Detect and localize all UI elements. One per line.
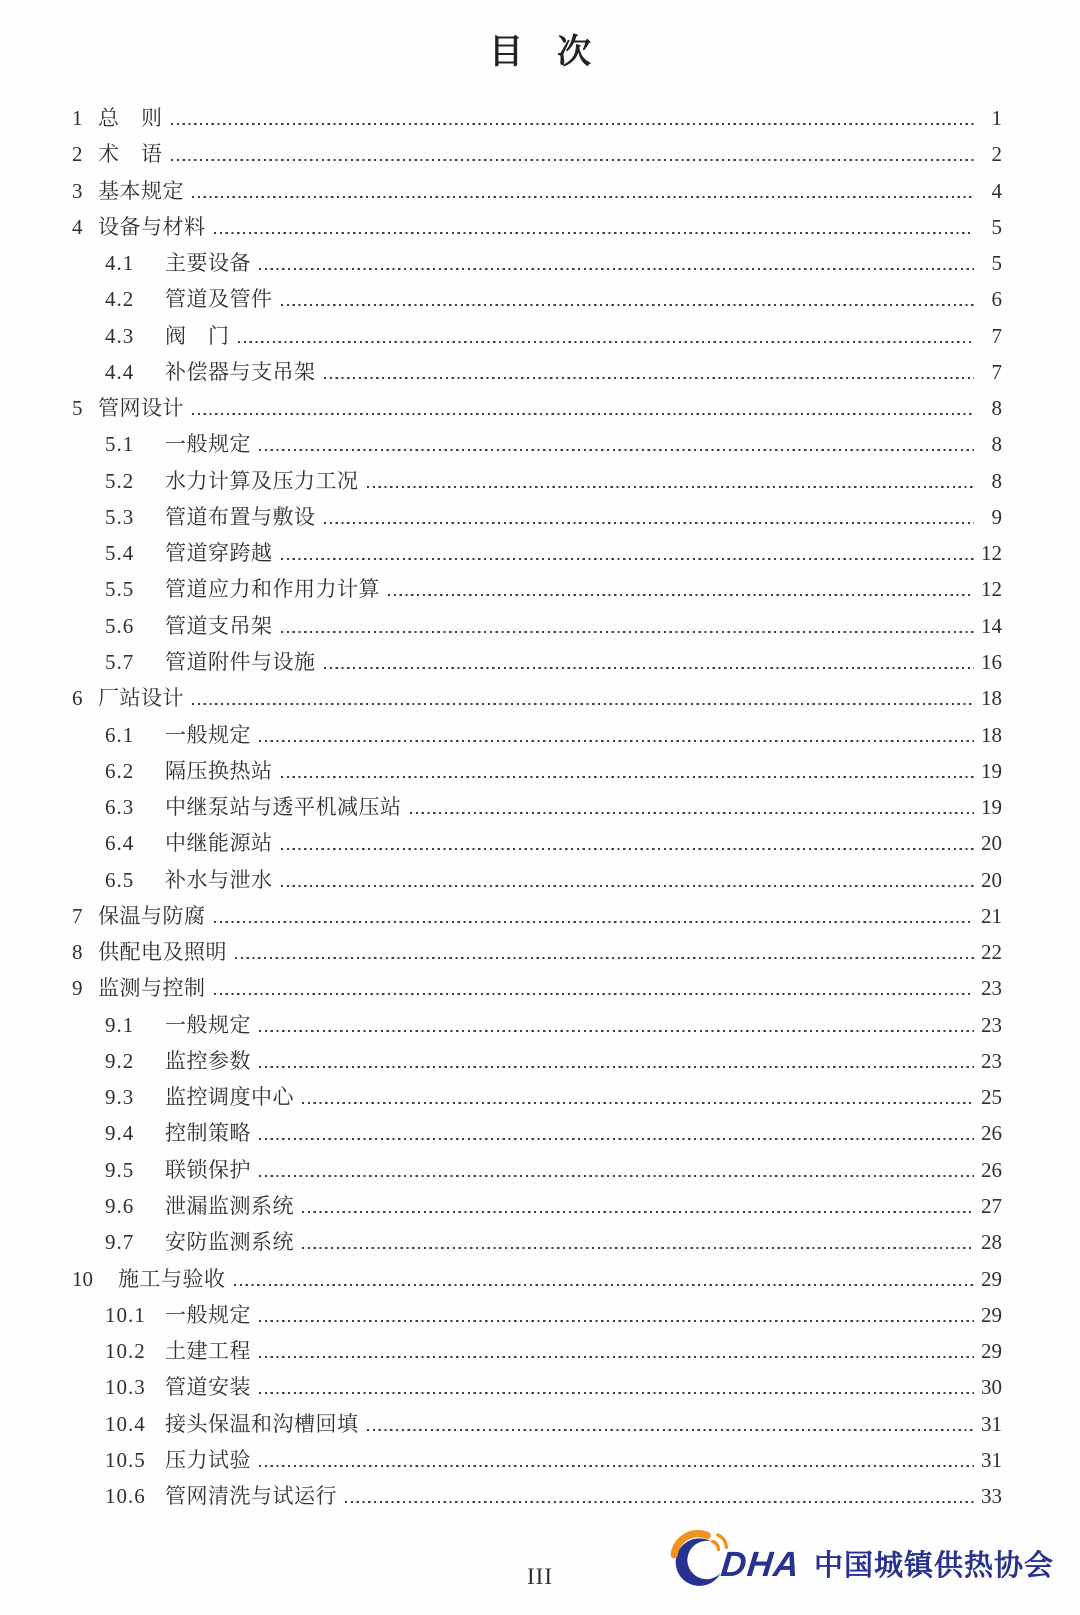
toc-entry-number: 8 xyxy=(72,940,83,965)
toc-entry-label: 管道附件与设施 xyxy=(165,649,316,674)
leader-dots-line xyxy=(259,449,974,451)
leader-dots-line xyxy=(259,740,974,742)
page-title: 目 次 xyxy=(489,34,591,71)
toc-entry-label: 主要设备 xyxy=(165,251,251,276)
toc-entry-page-number: 2 xyxy=(991,142,1002,167)
toc-entry[interactable] xyxy=(72,100,1002,136)
toc-entry-number: 5.7 xyxy=(105,649,135,674)
leader-dots-line xyxy=(214,232,975,234)
toc-entry-number: 10.3 xyxy=(105,1375,146,1400)
toc-entry-page-number: 8 xyxy=(991,468,1002,493)
toc-entry-label: 水力计算及压力工况 xyxy=(165,468,359,493)
toc-entry-number: 4.3 xyxy=(105,323,135,348)
toc-entry[interactable] xyxy=(72,571,1002,607)
toc-entry-number: 9.2 xyxy=(105,1048,135,1073)
toc-entry-page-number: 29 xyxy=(981,1339,1002,1364)
toc-entry[interactable] xyxy=(72,354,1002,390)
toc-entry[interactable] xyxy=(72,535,1002,571)
leader-dots-line xyxy=(281,558,975,560)
toc-entry-page-number: 25 xyxy=(981,1085,1002,1110)
toc-entry[interactable] xyxy=(72,1224,1002,1260)
toc-entry[interactable] xyxy=(72,1333,1002,1369)
toc-entry-label: 基本规定 xyxy=(98,178,184,203)
logo-acronym: DHA xyxy=(719,1545,803,1584)
toc-entry-page-number: 22 xyxy=(981,940,1002,965)
toc-entry-number: 6 xyxy=(72,686,83,711)
leader-dots-line xyxy=(238,341,975,343)
toc-entry-number: 6.3 xyxy=(105,795,135,820)
toc-entry-page-number: 18 xyxy=(981,722,1002,747)
toc-entry-label: 联锁保护 xyxy=(165,1157,251,1182)
toc-entry-page-number: 7 xyxy=(991,323,1002,348)
toc-entry[interactable] xyxy=(72,1007,1002,1043)
toc-entry-page-number: 9 xyxy=(991,504,1002,529)
toc-entry-number: 5.1 xyxy=(105,432,135,457)
leader-dots-line xyxy=(259,1066,974,1068)
toc-entry-label: 一般规定 xyxy=(165,432,251,457)
toc-entry-page-number: 8 xyxy=(991,396,1002,421)
toc-entry-label: 监测与控制 xyxy=(98,976,206,1001)
toc-entry[interactable] xyxy=(72,390,1002,426)
toc-entry-page-number: 6 xyxy=(991,287,1002,312)
toc-entry[interactable] xyxy=(72,644,1002,680)
leader-dots-line xyxy=(259,268,974,270)
toc-entry-label: 安防监测系统 xyxy=(165,1230,294,1255)
toc-entry-label: 一般规定 xyxy=(165,1302,251,1327)
toc-entry-number: 10.5 xyxy=(105,1447,146,1472)
toc-entry-number: 9.1 xyxy=(105,1012,135,1037)
toc-entry[interactable] xyxy=(72,426,1002,462)
toc-entry-number: 5.3 xyxy=(105,504,135,529)
toc-entry-label: 中继能源站 xyxy=(165,831,273,856)
toc-entry-page-number: 19 xyxy=(981,795,1002,820)
toc-entry-label: 供配电及照明 xyxy=(98,940,227,965)
toc-entry-page-number: 19 xyxy=(981,758,1002,783)
toc-entry[interactable] xyxy=(72,1152,1002,1188)
leader-dots-line xyxy=(324,667,975,669)
toc-entry-number: 4.1 xyxy=(105,251,135,276)
leader-dots-line xyxy=(192,196,974,198)
toc-entry[interactable] xyxy=(72,1369,1002,1405)
toc-entry[interactable] xyxy=(72,1478,1002,1514)
toc-entry[interactable] xyxy=(72,1043,1002,1079)
toc-entry[interactable] xyxy=(72,970,1002,1006)
association-logo xyxy=(665,1524,1054,1596)
leader-dots-line xyxy=(192,703,974,705)
toc-entry[interactable] xyxy=(72,173,1002,209)
toc-entry[interactable] xyxy=(72,1261,1002,1297)
toc-entry[interactable] xyxy=(72,608,1002,644)
leader-dots-line xyxy=(281,631,975,633)
toc-entry[interactable] xyxy=(72,753,1002,789)
toc-entry-number: 3 xyxy=(72,178,83,203)
toc-entry-page-number: 12 xyxy=(981,541,1002,566)
toc-entry-label: 总 则 xyxy=(98,106,163,130)
toc-entry-page-number: 20 xyxy=(981,831,1002,856)
toc-entry[interactable] xyxy=(72,1188,1002,1224)
toc-entry-page-number: 16 xyxy=(981,649,1002,674)
toc-entry-label: 一般规定 xyxy=(165,722,251,747)
leader-dots-line xyxy=(367,486,975,488)
toc-entry[interactable] xyxy=(72,862,1002,898)
toc-entry-label: 隔压换热站 xyxy=(165,758,273,783)
toc-entry-number: 5.5 xyxy=(105,577,135,602)
toc-entry-label: 接头保温和沟槽回填 xyxy=(165,1411,359,1436)
leader-dots-line xyxy=(214,993,975,995)
toc-entry-number: 10.2 xyxy=(105,1339,146,1364)
toc-entry-label: 管道布置与敷设 xyxy=(165,504,316,529)
toc-entry[interactable] xyxy=(72,934,1002,970)
toc-entry[interactable] xyxy=(72,1115,1002,1151)
footer-page-number: III xyxy=(527,1564,553,1589)
toc-entry-page-number: 26 xyxy=(981,1121,1002,1146)
toc-entry-page-number: 4 xyxy=(991,178,1002,203)
toc-entry-label: 阀 门 xyxy=(165,323,230,348)
leader-dots-line xyxy=(345,1501,974,1503)
toc-entry-label: 补水与泄水 xyxy=(165,867,273,892)
toc-entry-label: 厂站设计 xyxy=(98,686,184,711)
toc-entry[interactable] xyxy=(72,209,1002,245)
leader-dots-line xyxy=(281,776,975,778)
toc-entry-number: 10.4 xyxy=(105,1411,146,1436)
leader-dots-line xyxy=(259,1030,974,1032)
toc-entry-label: 泄漏监测系统 xyxy=(165,1193,294,1218)
toc-entry-number: 9.7 xyxy=(105,1230,135,1255)
leader-dots-line xyxy=(410,812,975,814)
toc-entry-page-number: 5 xyxy=(991,251,1002,276)
toc-entry-page-number: 31 xyxy=(981,1411,1002,1436)
leader-dots-line xyxy=(259,1138,974,1140)
toc-entry-page-number: 26 xyxy=(981,1157,1002,1182)
toc-entry-number: 2 xyxy=(72,142,83,167)
toc-entry[interactable] xyxy=(72,1442,1002,1478)
toc-entry-page-number: 18 xyxy=(981,686,1002,711)
logo-org-name: 中国城镇供热协会 xyxy=(813,1549,1054,1582)
toc-entry[interactable] xyxy=(72,680,1002,716)
toc-entry-page-number: 21 xyxy=(981,903,1002,928)
toc-entry-label: 管道及管件 xyxy=(165,287,273,312)
toc-entry[interactable] xyxy=(72,245,1002,281)
toc-entry-page-number: 8 xyxy=(991,432,1002,457)
toc-entry-number: 5 xyxy=(72,396,83,421)
toc-entry-number: 5.6 xyxy=(105,613,135,638)
toc-entry-label: 监控参数 xyxy=(165,1048,251,1073)
leader-dots-line xyxy=(281,304,975,306)
toc-entry-label: 中继泵站与透平机减压站 xyxy=(165,795,402,820)
leader-dots-line xyxy=(259,1465,974,1467)
toc-entry-label: 一般规定 xyxy=(165,1012,251,1037)
toc-entry-page-number: 29 xyxy=(981,1266,1002,1291)
toc-entry-page-number: 20 xyxy=(981,867,1002,892)
leader-dots-line xyxy=(281,848,975,850)
toc-entry-number: 10.1 xyxy=(105,1302,146,1327)
toc-entry[interactable] xyxy=(72,499,1002,535)
toc-entry-number: 6.2 xyxy=(105,758,135,783)
toc-list xyxy=(72,100,1002,1514)
leader-dots-line xyxy=(259,1320,974,1322)
toc-entry-number: 9.4 xyxy=(105,1121,135,1146)
toc-entry[interactable] xyxy=(72,1297,1002,1333)
toc-entry[interactable] xyxy=(72,1079,1002,1115)
leader-dots-line xyxy=(259,1356,974,1358)
toc-entry[interactable] xyxy=(72,825,1002,861)
toc-entry-number: 9 xyxy=(72,976,83,1001)
toc-entry-page-number: 23 xyxy=(981,1048,1002,1073)
toc-entry-number: 4.4 xyxy=(105,359,135,384)
toc-entry-page-number: 14 xyxy=(981,613,1002,638)
leader-dots-line xyxy=(302,1211,974,1213)
toc-entry[interactable] xyxy=(72,898,1002,934)
toc-entry-number: 5.2 xyxy=(105,468,135,493)
leader-dots-line xyxy=(259,1392,974,1394)
toc-entry-label: 监控调度中心 xyxy=(165,1085,294,1110)
toc-entry-label: 术 语 xyxy=(98,142,163,167)
leader-dots-line xyxy=(367,1429,975,1431)
toc-entry-page-number: 30 xyxy=(981,1375,1002,1400)
toc-entry-page-number: 12 xyxy=(981,577,1002,602)
toc-entry-page-number: 23 xyxy=(981,976,1002,1001)
leader-dots-line xyxy=(234,1284,975,1286)
toc-entry-number: 9.5 xyxy=(105,1157,135,1182)
toc-entry-label: 设备与材料 xyxy=(98,214,206,239)
toc-entry-label: 管网设计 xyxy=(98,396,184,421)
toc-entry-number: 10.6 xyxy=(105,1484,146,1509)
toc-entry-label: 管网清洗与试运行 xyxy=(165,1484,337,1509)
leader-dots-line xyxy=(171,159,975,161)
leader-dots-line xyxy=(281,885,975,887)
toc-entry-number: 6.4 xyxy=(105,831,135,856)
toc-entry[interactable] xyxy=(72,789,1002,825)
toc-entry-number: 6.5 xyxy=(105,867,135,892)
toc-entry-page-number: 23 xyxy=(981,1012,1002,1037)
toc-entry-label: 管道支吊架 xyxy=(165,613,273,638)
toc-entry[interactable] xyxy=(72,717,1002,753)
leader-dots-line xyxy=(235,957,974,959)
toc-entry-label: 管道应力和作用力计算 xyxy=(165,577,380,602)
toc-entry-number: 10 xyxy=(72,1266,93,1291)
toc-entry[interactable] xyxy=(72,136,1002,172)
toc-entry-page-number: 33 xyxy=(981,1484,1002,1509)
leader-dots-line xyxy=(214,921,975,923)
toc-entry-number: 9.3 xyxy=(105,1085,135,1110)
toc-entry-number: 4 xyxy=(72,214,83,239)
toc-entry-number: 5.4 xyxy=(105,541,135,566)
toc-entry-page-number: 28 xyxy=(981,1230,1002,1255)
toc-entry-label: 管道穿跨越 xyxy=(165,541,273,566)
toc-entry[interactable] xyxy=(72,463,1002,499)
leader-dots-line xyxy=(192,413,974,415)
toc-entry-label: 控制策略 xyxy=(165,1121,251,1146)
toc-entry-number: 7 xyxy=(72,903,83,928)
toc-entry-page-number: 27 xyxy=(981,1193,1002,1218)
toc-entry[interactable] xyxy=(72,281,1002,317)
toc-entry-page-number: 29 xyxy=(981,1302,1002,1327)
leader-dots-line xyxy=(302,1247,974,1249)
toc-entry[interactable] xyxy=(72,318,1002,354)
toc-entry-label: 补偿器与支吊架 xyxy=(165,359,316,384)
toc-entry-number: 6.1 xyxy=(105,722,135,747)
toc-entry-label: 保温与防腐 xyxy=(98,903,206,928)
toc-entry-page-number: 7 xyxy=(991,359,1002,384)
leader-dots-line xyxy=(388,594,974,596)
leader-dots-line xyxy=(302,1102,974,1104)
toc-entry-page-number: 31 xyxy=(981,1447,1002,1472)
toc-entry-label: 土建工程 xyxy=(165,1339,251,1364)
toc-entry-label: 管道安装 xyxy=(165,1375,251,1400)
toc-entry-label: 施工与验收 xyxy=(118,1266,226,1291)
toc-entry-number: 9.6 xyxy=(105,1193,135,1218)
leader-dots-line xyxy=(259,1175,974,1177)
toc-entry-number: 4.2 xyxy=(105,287,135,312)
toc-entry-page-number: 5 xyxy=(991,214,1002,239)
leader-dots-line xyxy=(171,123,975,125)
leader-dots-line xyxy=(324,377,975,379)
toc-entry-page-number: 1 xyxy=(991,106,1002,130)
toc-entry[interactable] xyxy=(72,1406,1002,1442)
toc-entry-number: 1 xyxy=(72,106,83,130)
toc-entry-label: 压力试验 xyxy=(165,1447,251,1472)
leader-dots-line xyxy=(324,522,975,524)
